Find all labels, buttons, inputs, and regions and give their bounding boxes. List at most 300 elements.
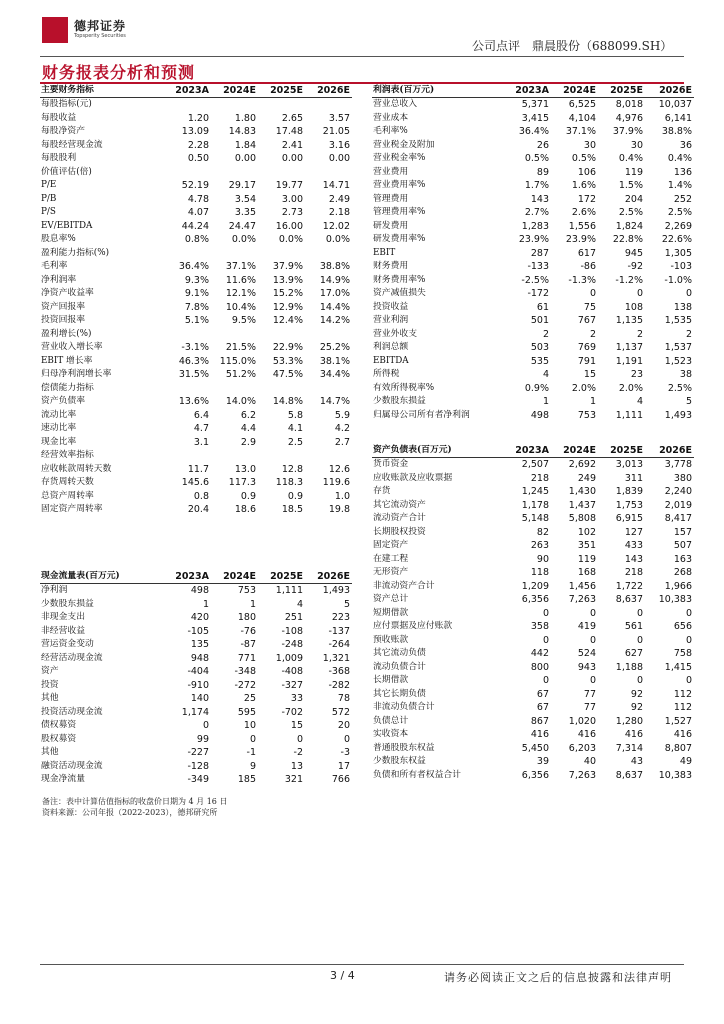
- cell-value: 46.3%: [178, 355, 209, 367]
- cell-value: 351: [577, 540, 596, 551]
- cell-value: 29.17: [228, 180, 256, 191]
- cell-value: 249: [577, 472, 596, 484]
- cell-value: 12.4%: [272, 315, 303, 326]
- cell-value: 38: [679, 369, 692, 380]
- cell-value: 99: [196, 733, 209, 745]
- cell-value: 89: [536, 166, 549, 178]
- cell-value: 758: [673, 648, 692, 659]
- cell-value: 867: [530, 715, 549, 727]
- cell-value: 140: [190, 693, 209, 704]
- cell-value: 1.20: [187, 112, 209, 124]
- cell-value: 8,637: [615, 594, 643, 605]
- cell-value: [211, 247, 258, 261]
- row-label: 少数股东损益: [373, 396, 426, 406]
- row-label: 管理费用率%: [373, 207, 426, 217]
- cell-value: 1,174: [181, 706, 209, 718]
- cell-value: 11.6%: [225, 274, 256, 286]
- cell-value: 23: [630, 369, 643, 380]
- logo-mark-icon: [42, 17, 68, 43]
- table-row: [40, 166, 352, 180]
- row-label: 其它长期负债: [373, 688, 426, 699]
- cell-value: 106: [577, 166, 596, 178]
- table-row: [40, 152, 352, 166]
- cell-value: 78: [337, 693, 350, 704]
- row-label: 利润总额: [373, 342, 409, 352]
- cell-value: 498: [530, 409, 549, 421]
- cell-value: 5: [343, 598, 350, 610]
- cell-value: -282: [328, 679, 350, 691]
- cell-value: 0: [685, 288, 692, 299]
- cell-value: 0: [542, 607, 549, 619]
- cell-value: -105: [187, 625, 209, 637]
- cell-value: 143: [624, 553, 643, 565]
- cell-value: -133: [527, 261, 549, 272]
- cell-value: 21.5%: [225, 342, 256, 353]
- header-divider: [40, 56, 684, 57]
- balance-sheet-table: [372, 444, 694, 782]
- row-label: 非流动负债合计: [373, 702, 435, 712]
- cell-value: 180: [237, 612, 256, 623]
- table-row: [372, 274, 694, 288]
- cell-value: 2: [542, 328, 549, 340]
- cell-value: 0.5%: [571, 153, 596, 164]
- cell-value: -3: [340, 747, 350, 758]
- row-label: 现金净流量: [41, 774, 85, 784]
- cell-value: 1,191: [615, 355, 643, 367]
- cell-value: 0.50: [187, 153, 209, 164]
- cell-value: 1: [202, 598, 209, 610]
- cell-value: [305, 328, 352, 342]
- row-label: 资产: [41, 666, 59, 676]
- table-row: [40, 611, 352, 625]
- cell-value: 0.9%: [524, 382, 549, 394]
- year-header: 2026E: [305, 84, 352, 98]
- cell-value: 0: [636, 675, 643, 686]
- row-label: 投资回报率: [41, 315, 85, 325]
- cell-value: 2.73: [281, 207, 303, 218]
- table-row: [40, 665, 352, 679]
- row-label: 经营活动现金流: [41, 652, 103, 663]
- cell-value: 4.4: [240, 423, 256, 434]
- row-label: P/E: [41, 180, 57, 190]
- cell-value: 15: [290, 720, 303, 731]
- cell-value: 0: [202, 720, 209, 731]
- cell-value: 61: [536, 301, 549, 313]
- cell-value: 7,263: [568, 769, 596, 781]
- cell-value: 36.4%: [178, 261, 209, 272]
- cell-value: -327: [281, 679, 303, 691]
- cell-value: 108: [624, 301, 643, 313]
- row-label: 净资产收益率: [41, 288, 94, 298]
- table-row: [40, 220, 352, 234]
- table-row: [40, 287, 352, 301]
- page-number: 3 / 4: [330, 969, 355, 982]
- row-label: 净利润率: [41, 274, 77, 285]
- cell-value: 31.5%: [178, 369, 209, 380]
- cell-value: 1,305: [664, 247, 692, 259]
- cell-value: 1,135: [615, 315, 643, 326]
- cell-value: 136: [673, 166, 692, 178]
- cell-value: 263: [530, 540, 549, 551]
- cell-value: [258, 382, 305, 396]
- table-row: [40, 692, 352, 706]
- cell-value: 13.0: [234, 463, 256, 475]
- cell-value: [258, 98, 305, 112]
- cell-value: 25: [243, 693, 256, 704]
- cell-value: 3.00: [281, 193, 303, 205]
- row-label: P/B: [41, 193, 57, 204]
- table-row: [372, 553, 694, 567]
- cell-value: 4: [296, 598, 303, 610]
- cell-value: 44.24: [181, 220, 209, 232]
- table-row: [40, 598, 352, 612]
- row-label: 股权募资: [41, 733, 77, 744]
- row-label: 其他: [41, 747, 59, 757]
- row-label: 普通股股东权益: [373, 742, 435, 753]
- cell-value: 1,111: [275, 585, 303, 596]
- cell-value: 43: [630, 756, 643, 767]
- income-statement-table: [372, 84, 694, 422]
- cell-value: 1: [249, 598, 256, 610]
- cell-value: 117.3: [228, 477, 256, 488]
- table-title: 资产负债表(百万元): [372, 444, 504, 458]
- row-label: 每股经营现金流: [41, 139, 103, 150]
- cell-value: 252: [673, 193, 692, 205]
- table-row: [372, 382, 694, 396]
- cell-value: 766: [331, 774, 350, 785]
- year-header: 2023A: [164, 570, 211, 584]
- cell-value: 119.6: [322, 477, 350, 488]
- cell-value: [258, 166, 305, 180]
- cell-value: 17: [337, 760, 350, 772]
- cell-value: 3.16: [328, 139, 350, 151]
- cell-value: 49: [679, 756, 692, 767]
- cell-value: 0: [636, 634, 643, 646]
- financial-indicators-table: [40, 84, 352, 517]
- cell-value: 3.57: [328, 112, 350, 124]
- row-label: 货币资金: [373, 459, 409, 469]
- cell-value: 0: [685, 634, 692, 646]
- cell-value: 13.6%: [178, 396, 209, 407]
- cell-value: 945: [624, 247, 643, 259]
- table-row: [40, 638, 352, 652]
- cell-value: 2,019: [664, 499, 692, 511]
- year-header: 2025E: [258, 570, 305, 584]
- cell-value: 10,383: [658, 594, 692, 605]
- row-label: 债权募资: [41, 720, 77, 730]
- cell-value: 561: [624, 621, 643, 632]
- cell-value: 115.0%: [219, 355, 256, 367]
- cell-value: 4,104: [568, 112, 596, 124]
- cell-value: 2.5%: [667, 382, 692, 394]
- cell-value: 2: [685, 328, 692, 340]
- table-row: [40, 382, 352, 396]
- table-row: [40, 476, 352, 490]
- cell-value: 2,269: [664, 220, 692, 232]
- table-row: [372, 125, 694, 139]
- cell-value: 34.4%: [319, 369, 350, 380]
- table-row: [40, 301, 352, 315]
- cell-value: 0: [589, 607, 596, 619]
- table-row: [40, 719, 352, 733]
- year-header: 2026E: [645, 444, 694, 458]
- cell-value: [305, 98, 352, 112]
- table-row: [372, 769, 694, 783]
- cell-value: 507: [673, 540, 692, 551]
- table-row: [372, 728, 694, 742]
- cell-value: 135: [190, 639, 209, 650]
- row-label: 营业成本: [373, 112, 409, 123]
- cell-value: 10,037: [658, 99, 692, 110]
- cell-value: [164, 449, 211, 463]
- table-row: [40, 503, 352, 517]
- cell-value: 0.00: [281, 153, 303, 164]
- year-header: 2024E: [211, 84, 258, 98]
- table-notes: [42, 796, 227, 818]
- cell-value: 17.48: [275, 126, 303, 137]
- cell-value: 4.1: [287, 423, 303, 434]
- row-label: 存货周转天数: [41, 477, 94, 487]
- table-row: [40, 314, 352, 328]
- row-label: P/S: [41, 207, 56, 217]
- row-label: 非现金支出: [41, 612, 85, 622]
- row-label: 短期借款: [373, 607, 409, 618]
- table-row: [372, 247, 694, 261]
- cell-value: 1,178: [521, 499, 549, 511]
- cell-value: 37.1%: [565, 126, 596, 137]
- table-row: [40, 368, 352, 382]
- cell-value: 0.0%: [231, 234, 256, 245]
- table-row: [372, 220, 694, 234]
- cell-value: 1,020: [568, 715, 596, 727]
- table-title: 主要财务指标: [40, 84, 164, 98]
- row-label: 研发费用率%: [373, 234, 426, 244]
- cell-value: 3.1: [193, 436, 209, 448]
- cell-value: 102: [577, 526, 596, 538]
- cell-value: [258, 449, 305, 463]
- cell-value: 498: [190, 585, 209, 596]
- cell-value: 18.6: [234, 504, 256, 515]
- row-label: 营业外收支: [373, 328, 417, 339]
- cell-value: 25.2%: [319, 342, 350, 353]
- cell-value: -1.2%: [615, 274, 643, 286]
- row-label: EBIT: [373, 247, 396, 258]
- row-label: 营业税金率%: [373, 153, 426, 163]
- cell-value: [211, 166, 258, 180]
- cell-value: 0.0%: [325, 234, 350, 245]
- row-label: 应收账款及应收票据: [373, 472, 453, 483]
- row-label: 流动比率: [41, 409, 77, 420]
- cell-value: 1,111: [615, 409, 643, 421]
- row-label: 所得税: [373, 369, 400, 379]
- cell-value: -1.3%: [568, 274, 596, 286]
- cell-value: 14.71: [322, 180, 350, 191]
- row-label: 少数股东权益: [373, 756, 426, 766]
- table-row: [40, 746, 352, 760]
- cell-value: 767: [577, 315, 596, 326]
- row-label: 非流动资产合计: [373, 580, 435, 591]
- cell-value: 5: [685, 396, 692, 407]
- cell-value: 14.8%: [272, 396, 303, 407]
- table-row: [372, 661, 694, 675]
- cell-value: 38.8%: [661, 126, 692, 137]
- cell-value: -76: [240, 625, 256, 637]
- cell-value: 627: [624, 648, 643, 659]
- table-row: [40, 395, 352, 409]
- cell-value: -264: [328, 639, 350, 650]
- cell-value: 753: [577, 409, 596, 421]
- cell-value: -86: [580, 261, 596, 272]
- cell-value: 0: [542, 634, 549, 646]
- cell-value: -128: [187, 760, 209, 772]
- table-title: 利润表(百万元): [372, 84, 504, 98]
- table-row: [372, 634, 694, 648]
- cell-value: 5,148: [521, 513, 549, 524]
- cell-value: 3,778: [664, 459, 692, 470]
- row-label: 流动负债合计: [373, 661, 426, 672]
- row-label: 毛利率: [41, 261, 68, 271]
- cell-value: 22.8%: [612, 234, 643, 245]
- cell-value: 3.54: [234, 193, 256, 205]
- cell-value: 524: [577, 648, 596, 659]
- cell-value: 75: [583, 301, 596, 313]
- year-header: 2023A: [504, 84, 551, 98]
- cell-value: 143: [530, 193, 549, 205]
- cell-value: 67: [536, 702, 549, 713]
- table-row: [40, 625, 352, 639]
- cell-value: 503: [530, 342, 549, 353]
- cell-value: 168: [577, 567, 596, 578]
- cell-value: 1,556: [568, 220, 596, 232]
- table-row: [372, 395, 694, 409]
- cell-value: 0.5%: [524, 153, 549, 164]
- cell-value: 1.7%: [524, 180, 549, 191]
- row-label: 财务费用: [373, 261, 409, 271]
- row-label: 应收帐款周转天数: [41, 463, 112, 474]
- cell-value: 14.2%: [319, 315, 350, 326]
- row-label: 营业费用率%: [373, 180, 426, 190]
- row-label: 投资收益: [373, 301, 409, 312]
- row-label: 应付票据及应付账款: [373, 621, 453, 631]
- cell-value: 14.7%: [319, 396, 350, 407]
- cell-value: 771: [237, 652, 256, 664]
- cell-value: 2.5: [287, 436, 303, 448]
- cell-value: 112: [673, 702, 692, 713]
- cell-value: 38.8%: [319, 261, 350, 272]
- row-label: 研发费用: [373, 220, 409, 231]
- table-row: [372, 688, 694, 702]
- row-label: 资产负债率: [41, 396, 85, 406]
- cell-value: 14.9%: [319, 274, 350, 286]
- row-label: 投资活动现金流: [41, 706, 103, 717]
- cell-value: 2.5%: [618, 207, 643, 218]
- year-header: 2023A: [164, 84, 211, 98]
- cell-value: 12.1%: [225, 288, 256, 299]
- cell-value: 2.6%: [571, 207, 596, 218]
- table-row: [372, 499, 694, 513]
- cell-value: 2: [589, 328, 596, 340]
- cell-value: 4.07: [187, 207, 209, 218]
- cell-value: 12.9%: [272, 301, 303, 313]
- table-row: [40, 773, 352, 787]
- table-row: [372, 328, 694, 342]
- disclaimer: 请务必阅读正文之后的信息披露和法律声明: [444, 971, 672, 984]
- cell-value: 37.9%: [272, 261, 303, 272]
- table-row: [40, 125, 352, 139]
- note-close-price: 备注：表中计算估值指标的收盘价日期为 4 月 16 日: [42, 797, 228, 806]
- cell-value: [305, 247, 352, 261]
- cell-value: 4.2: [334, 423, 350, 434]
- cell-value: 1: [542, 396, 549, 407]
- row-label: 经营效率指标: [41, 450, 94, 460]
- cell-value: 0.4%: [667, 153, 692, 164]
- cell-value: 617: [577, 247, 596, 259]
- cell-value: -2: [293, 747, 303, 758]
- row-label: 投资: [41, 679, 59, 690]
- cell-value: 17.0%: [319, 288, 350, 299]
- logo-name: 德邦证券: [74, 19, 127, 33]
- row-label: 总资产周转率: [41, 490, 94, 501]
- cell-value: 0: [249, 733, 256, 745]
- row-label: 毛利率%: [373, 126, 408, 136]
- cell-value: [258, 247, 305, 261]
- year-header: 2026E: [645, 84, 694, 98]
- cell-value: 19.8: [328, 504, 350, 515]
- row-label: 固定资产: [373, 540, 409, 550]
- table-row: [40, 98, 352, 112]
- cell-value: 10.4%: [225, 301, 256, 313]
- cell-value: 251: [284, 612, 303, 623]
- cell-value: -348: [234, 666, 256, 677]
- cell-value: 15.2%: [272, 288, 303, 299]
- cell-value: 24.47: [228, 220, 256, 232]
- row-label: 营业利润: [373, 315, 409, 325]
- table-row: [372, 674, 694, 688]
- cell-value: 22.6%: [661, 234, 692, 245]
- table-row: [372, 458, 694, 472]
- table-row: [372, 593, 694, 607]
- cell-value: 119: [624, 166, 643, 178]
- cell-value: 0.8%: [184, 234, 209, 245]
- table-row: [40, 409, 352, 423]
- cell-value: 6,356: [521, 769, 549, 781]
- cell-value: 1.6%: [571, 180, 596, 191]
- table-row: [372, 341, 694, 355]
- cell-value: 0: [636, 288, 643, 299]
- cell-value: 1.84: [234, 139, 256, 151]
- cell-value: 1,527: [664, 715, 692, 727]
- cell-value: 40: [583, 756, 596, 767]
- cell-value: 0: [685, 675, 692, 686]
- cell-value: 20: [337, 720, 350, 731]
- row-label: 营业税金及附加: [373, 139, 435, 150]
- cell-value: 1.80: [234, 112, 256, 124]
- cell-value: 442: [530, 648, 549, 659]
- table-row: [372, 620, 694, 634]
- cell-value: 2,240: [664, 486, 692, 497]
- cell-value: 15: [583, 369, 596, 380]
- table-row: [40, 490, 352, 504]
- cell-value: 1,753: [615, 499, 643, 511]
- cell-value: 1,523: [664, 355, 692, 367]
- row-label: 归属母公司所有者净利润: [373, 409, 470, 420]
- row-label: EBITDA: [373, 355, 409, 366]
- table-row: [372, 512, 694, 526]
- table-row: [372, 526, 694, 540]
- cell-value: 23.9%: [518, 234, 549, 245]
- table-row: [40, 422, 352, 436]
- row-label: 盈利能力指标(%): [41, 247, 110, 258]
